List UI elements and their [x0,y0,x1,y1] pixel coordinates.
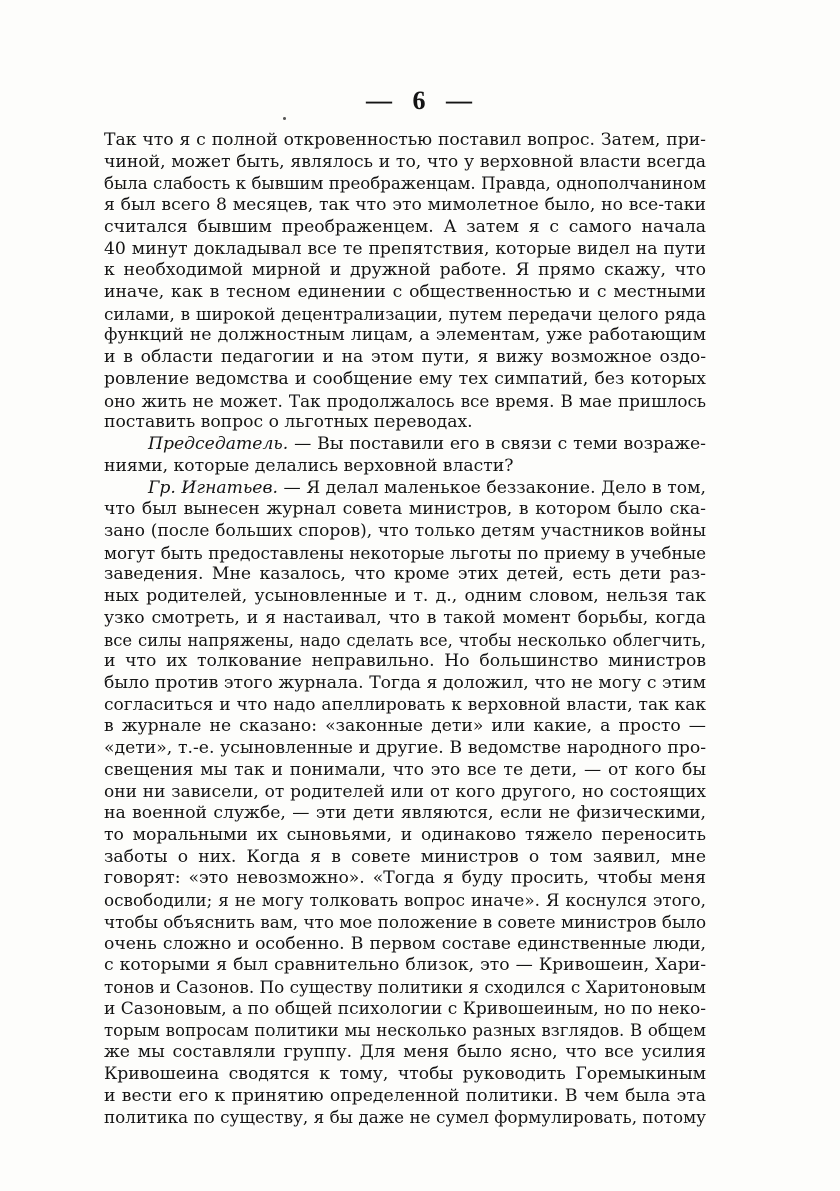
speaker-name: Председатель. [148,434,289,455]
line-text: 40 минут докладывал все те препятствия, которые видел на пути [104,238,706,259]
line-text: узко смотреть, и я настаивал, что в такой момент борьбы, когда [104,607,706,628]
line-text: поставить вопрос о льготных переводах. [104,412,473,433]
text-line [104,651,706,673]
line-text: и Сазоновым, а по общей психологии с Кривошеиным, но по неко- [104,998,706,1019]
text-line [104,977,706,999]
text-line [104,760,706,782]
text-line [104,1086,706,1108]
text-line [104,456,706,478]
speaker-line [104,478,706,500]
line-text: считался бывшим преображенцем. А затем я с самого начала [104,216,706,237]
line-text: свещения мы так и понимали, что это все те дети, — от кого бы [104,759,706,780]
line-text: в журнале не сказано: «законные дети» или какие, а просто — [104,716,706,737]
line-text: — Я делал маленькое беззаконие. Дело в том, [277,477,706,498]
line-text: зано (после больших споров), что только детям участников войны [104,520,706,541]
line-text: ных родителей, усыновленные и т. д., одним словом, нельзя так [104,586,706,607]
text-line [104,695,706,717]
header-dash-left: — [366,86,394,115]
text-line [104,217,706,239]
text-line [104,369,706,391]
text-line [104,1107,706,1129]
text-line [104,999,706,1021]
line-text: — Вы поставили его в связи с теми возраже- [288,434,706,455]
text-line [104,716,706,738]
speaker-line [104,434,706,456]
text-line [104,521,706,543]
line-text: тонов и Сазонов. По существу политики я сходился с Харитоновым [104,977,706,998]
text-line [104,130,706,152]
line-text: они ни зависели, от родителей или от кого другого, но состоящих [104,781,706,802]
text-line [104,260,706,282]
line-text: все силы напряжены, надо сделать все, чтобы несколько облегчить, [104,630,706,650]
text-line [104,586,706,608]
line-text: было против этого журнала. Тогда я доложил, что не могу с этим [104,672,706,693]
page-number-header [0,86,840,116]
line-text: ниями, которые делались верховной власти? [104,455,514,476]
line-text: заботы о них. Когда я в совете министров о том заявил, мне [104,846,706,867]
line-text: что был вынесен журнал совета министров, в котором было ска- [104,499,706,520]
text-line [104,239,706,261]
line-text: же мы составляли группу. Для меня было ясно, что все усилия [104,1042,706,1063]
line-text: и в области педагогии и на этом пути, я вижу возможное оздо- [104,347,706,368]
text-line [104,825,706,847]
line-text: была слабость к бывшим преображенцам. Правда, однополчанином [104,174,706,194]
text-line [104,847,706,869]
text-line [104,391,706,413]
line-text: говорят: «это невозможно». «Тогда я буду просить, чтобы меня [104,868,706,889]
body-text [104,130,706,1129]
text-line [104,955,706,977]
line-text: «дети», т.-е. усыновленные и другие. В ведомстве народного про- [104,738,706,759]
line-text: и что их толкование неправильно. Но большинство министров [104,651,706,672]
text-line [104,608,706,630]
line-text: функций не должностным лицам, а элементам, уже работающим [104,325,706,346]
line-text: согласиться и что надо апеллировать к верховной власти, так как [104,694,706,715]
text-line [104,173,706,195]
line-text: иначе, как в тесном единении с общественностью и с местными [104,282,706,303]
print-speck [283,117,286,120]
line-text: политика по существу, я бы даже не сумел формулировать, потому [104,1107,706,1128]
line-text: торым вопросам политики мы несколько разных взглядов. В общем [104,1021,706,1041]
line-text: силами, в широкой децентрализации, путем передачи целого ряда [104,303,706,324]
text-line [104,738,706,760]
speaker-name: Гр. Игнатьев. [148,477,278,498]
text-line [104,630,706,652]
line-text: и вести его к принятию определенной политики. В чем была эта [104,1085,706,1106]
text-line [104,1042,706,1064]
line-text: к необходимой мирной и дружной работе. Я прямо скажу, что [104,260,706,281]
text-line [104,868,706,890]
line-text: заведения. Мне казалось, что кроме этих детей, есть дети раз- [104,564,706,585]
text-line [104,412,706,434]
line-text: могут быть предоставлены некоторые льготы по приему в учебные [104,542,706,563]
line-text: то моральными их сыновьями, и одинаково тяжело переносить [104,825,706,845]
line-text: чтобы объяснить вам, что мое положение в совете министров было [104,911,706,932]
text-line [104,325,706,347]
text-line [104,803,706,825]
header-dash-right: — [446,86,474,115]
text-line [104,890,706,912]
text-line [104,304,706,326]
page-number: 6 [412,86,428,115]
text-line [104,912,706,934]
text-line [104,152,706,174]
line-text: Так что я с полной откровенностью поставил вопрос. Затем, при- [104,130,706,150]
text-line [104,347,706,369]
text-line [104,499,706,521]
text-line [104,1020,706,1042]
text-line [104,282,706,304]
line-text: оно жить не может. Так продолжалось все время. В мае пришлось [104,390,706,411]
line-text: очень сложно и особенно. В первом составе единственные люди, [104,933,706,954]
text-line [104,782,706,804]
line-text: Кривошеина сводятся к тому, чтобы руководить Горемыкиным [104,1063,706,1084]
line-text: чиной, может быть, являлось и то, что у верховной власти всегда [104,151,706,172]
text-line [104,673,706,695]
text-line [104,934,706,956]
text-line [104,195,706,217]
text-line [104,564,706,586]
line-text: я был всего 8 месяцев, так что это мимолетное было, но все-таки [104,195,706,216]
text-line [104,1064,706,1086]
line-text: с которыми я был сравнительно близок, это — Кривошеин, Хари- [104,955,706,976]
text-line [104,543,706,565]
line-text: на военной службе, — эти дети являются, если не физическими, [104,803,706,824]
line-text: освободили; я не могу толковать вопрос иначе». Я коснулся этого, [104,890,706,911]
line-text: ровление ведомства и сообщение ему тех симпатий, без которых [104,368,706,389]
